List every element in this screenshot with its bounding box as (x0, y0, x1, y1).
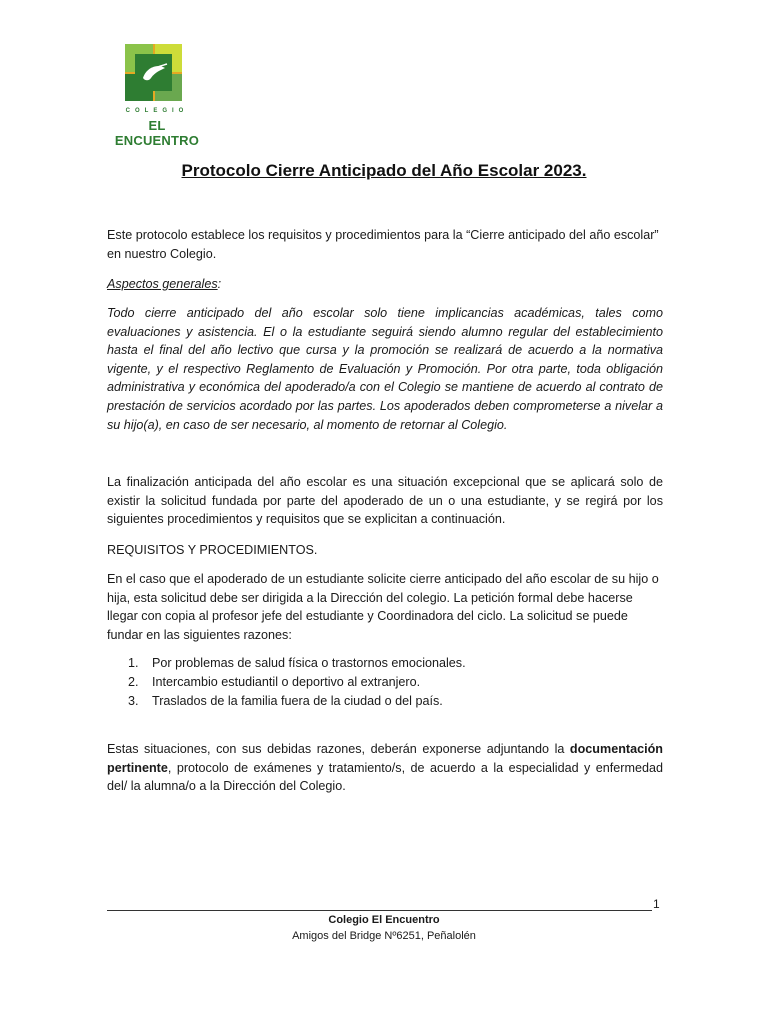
closing-text-start: Estas situaciones, con sus debidas razones, deberán exponerse adjuntando la (107, 742, 570, 756)
logo-mark-icon (125, 44, 182, 101)
aspects-heading: Aspectos generales (107, 277, 218, 291)
list-item (128, 654, 648, 673)
logo-small-text: COLEGIO (125, 108, 189, 114)
list-item (128, 692, 648, 711)
finalization-paragraph: La finalización anticipada del año escolar es una situación excepcional que se aplicará solo de existir la solicitud fundada por parte del apoderado de un o una estudiante, y se regirá por los siguientes procedimientos y requisitos que se explicitan a continuación. (107, 475, 663, 527)
list-item-number: 1. (128, 656, 139, 670)
reasons-list (128, 654, 648, 710)
intro-paragraph: Este protocolo establece los requisitos y procedimientos para la “Cierre anticipado del año escolar” en nuestro Colegio. (107, 228, 659, 261)
document-title: Protocolo Cierre Anticipado del Año Escolar 2023. (181, 161, 587, 180)
logo-brand-text: EL ENCUENTRO (114, 118, 200, 148)
footer-divider (107, 910, 652, 911)
list-item-text: Por problemas de salud física o trastornos emocionales. (152, 656, 466, 670)
footer-school-name: Colegio El Encuentro (328, 914, 440, 926)
requirements-heading: REQUISITOS Y PROCEDIMIENTOS. (107, 543, 318, 557)
list-item-number: 2. (128, 674, 139, 689)
closing-paragraph (107, 740, 663, 796)
list-item-text: Traslados de la familia fuera de la ciudad o del país. (152, 693, 443, 708)
list-item (128, 673, 648, 692)
aspects-heading-line (107, 275, 663, 294)
closing-text-end: , protocolo de exámenes y tratamiento/s, de acuerdo a la especialidad y enfermedad del/ la alumna/o a la Dirección del Colegio. (107, 760, 663, 794)
page-number: 1 (653, 897, 660, 911)
footer-address: Amigos del Bridge Nº6251, Peñalolén (292, 930, 476, 942)
list-item-text: Intercambio estudiantil o deportivo al extranjero. (152, 674, 421, 689)
aspects-heading-colon: : (217, 277, 222, 291)
aspects-paragraph: Todo cierre anticipado del año escolar solo tiene implicancias académicas, tales como evaluaciones y asistencia. El o la estudiante seguirá siendo alumno regular del establecimiento hasta el final del año lectivo que cursa y la promoción se realizará de acuerdo a la normativa vigente, y el respectivo Reglamento de Evaluación y Promoción. Por otra parte, toda obligación administrativa y económica del apoderado/a con el Colegio se mantiene de acuerdo al contrato de prestación de servicios acordado por las partes. Los apoderados deben comprometerse a nivelar a su hijo(a), en caso de ser necesario, al momento de retornar al Colegio. (107, 306, 663, 432)
list-item-number: 3. (128, 693, 139, 708)
closing-bold-text: documentación pertinente (107, 742, 663, 775)
requirements-paragraph: En el caso que el apoderado de un estudiante solicite cierre anticipado del año escolar de su hijo o hija, esta solicitud debe ser dirigida a la Dirección del colegio. La petición formal debe hacerse llegar con copia al profesor jefe del estudiante y Coordinadora del ciclo. La solicitud se puede fundar en las siguientes razones: (107, 572, 659, 642)
school-logo (107, 44, 207, 148)
